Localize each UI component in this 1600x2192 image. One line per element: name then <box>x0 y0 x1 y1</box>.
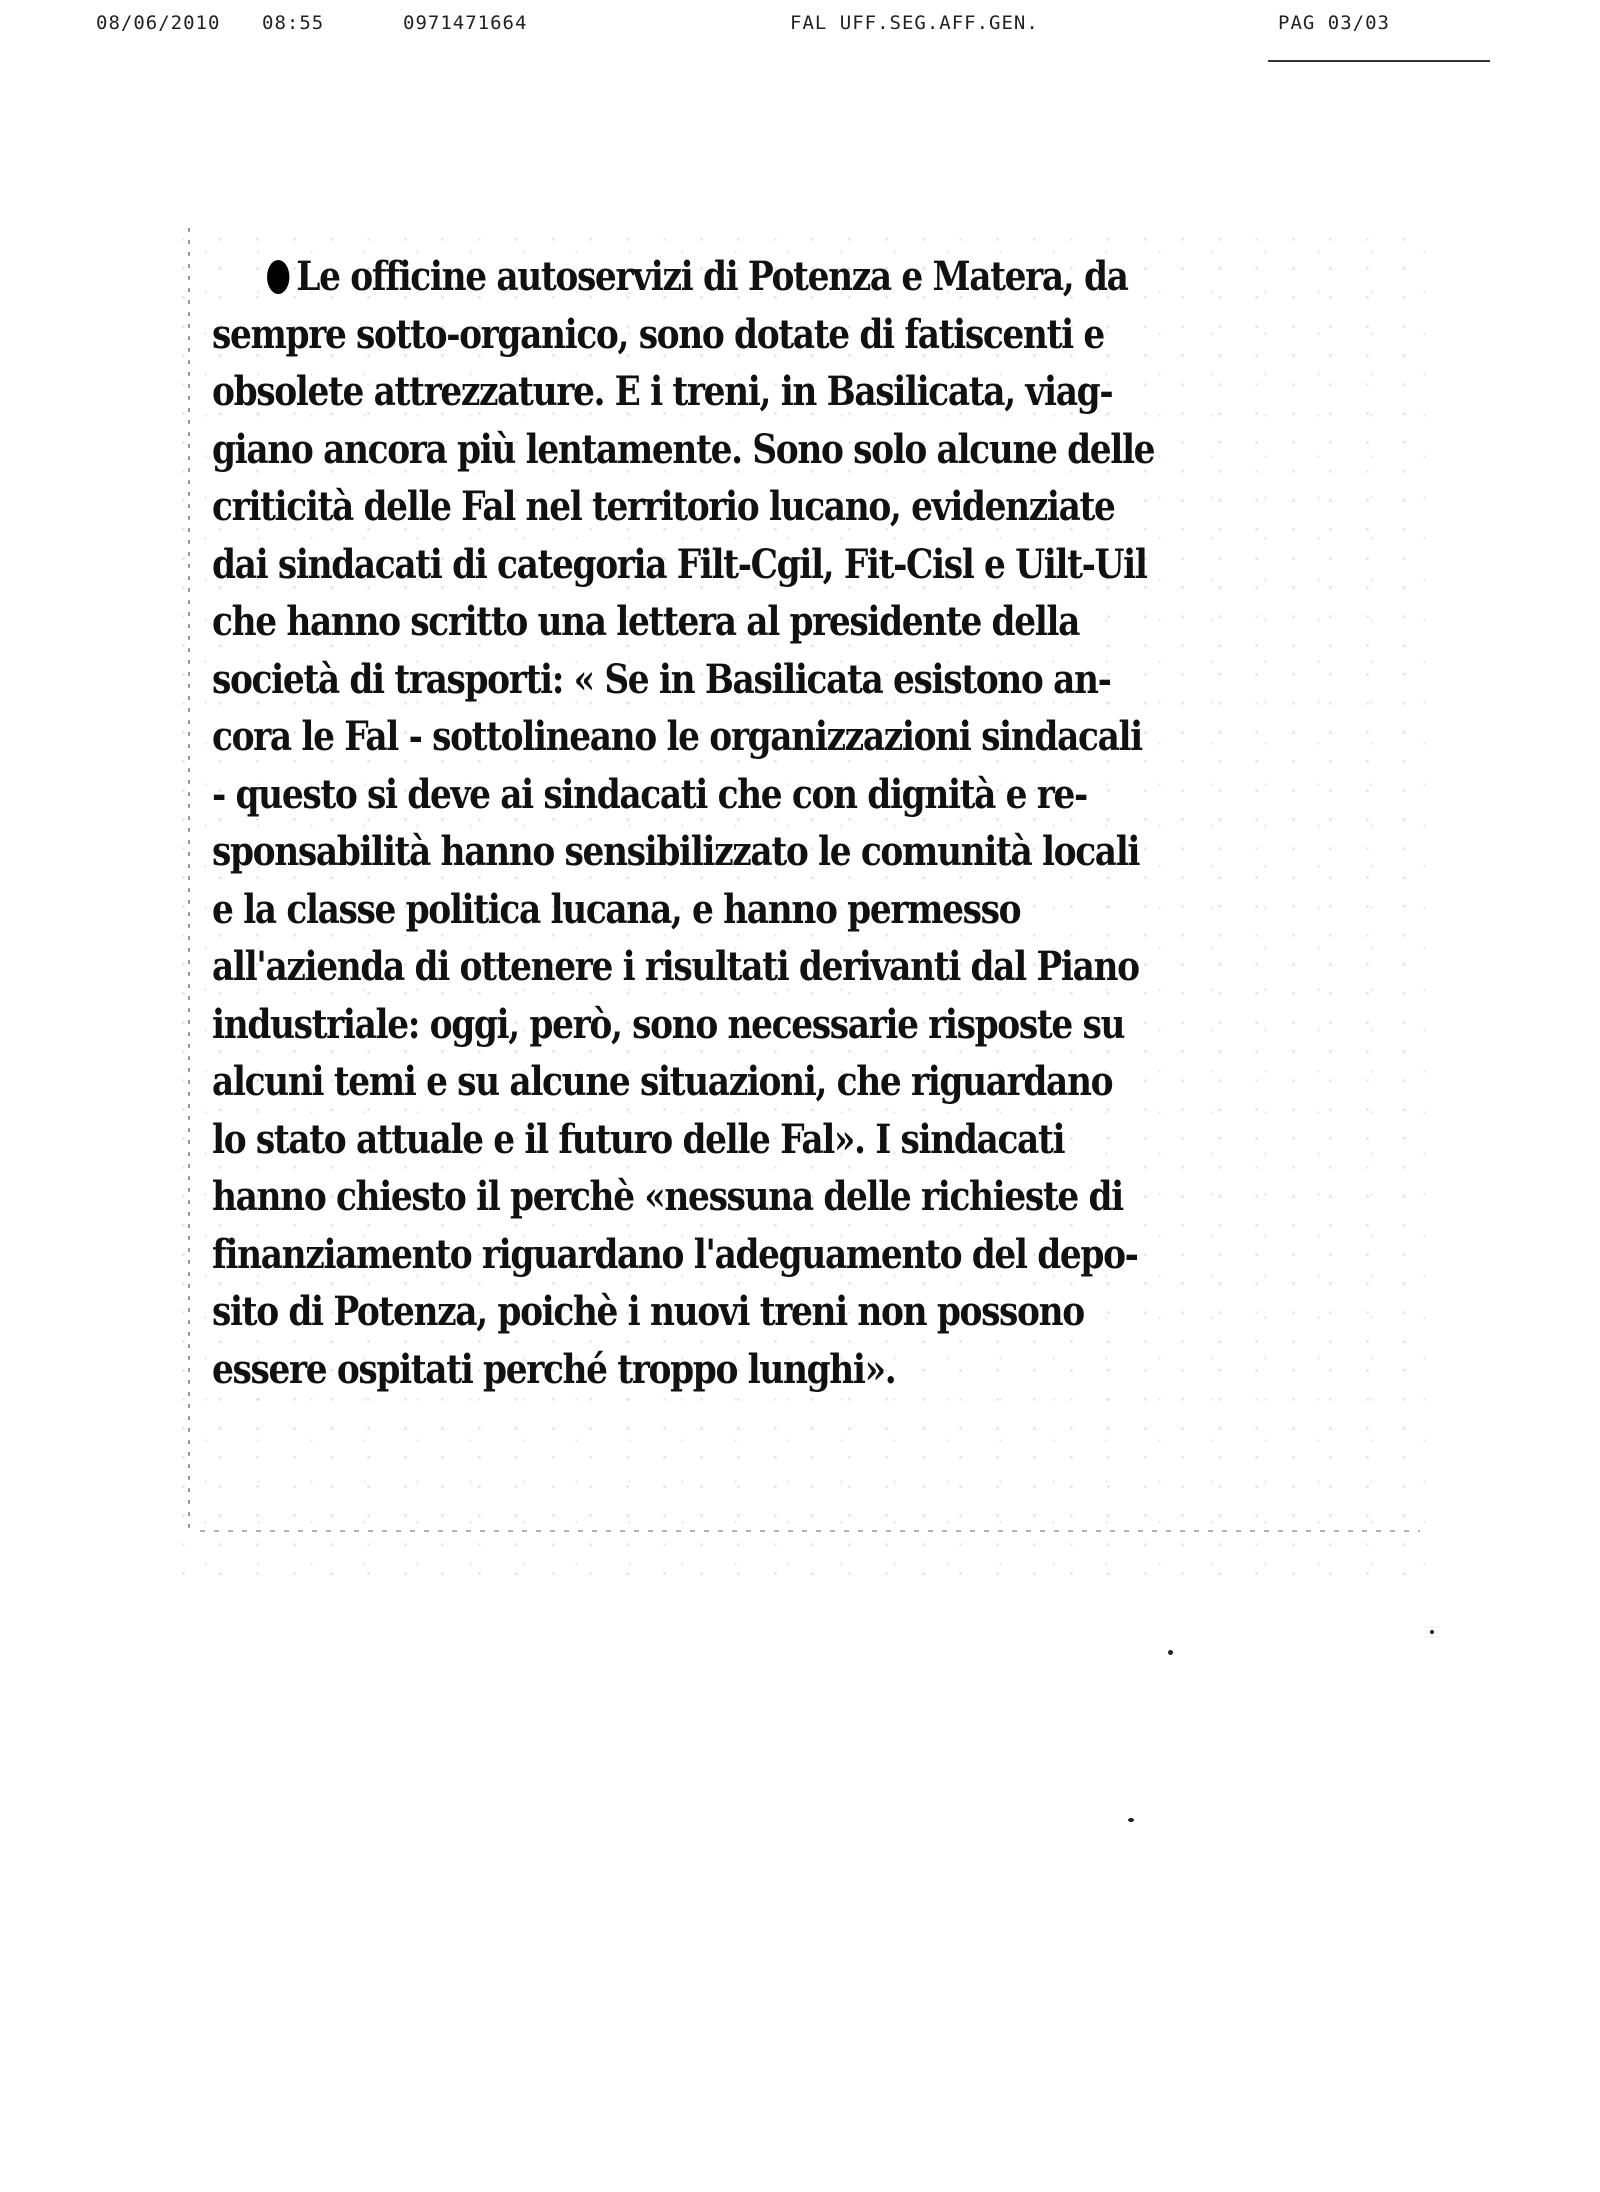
page-number-underline <box>1268 60 1490 62</box>
article-line: criticità delle Fal nel territorio lucano, evidenziate <box>212 483 1115 530</box>
newspaper-clipping <box>160 218 1440 1598</box>
scan-speck <box>1128 1818 1134 1822</box>
article-line: giano ancora più lentamente. Sono solo alcune delle <box>212 425 1155 473</box>
clipping-bottom-edge <box>200 1530 1420 1532</box>
fax-header <box>0 12 1600 52</box>
article-line: che hanno scritto una lettera al presidente della <box>212 598 1080 645</box>
scan-speck <box>1168 1650 1173 1655</box>
fax-sender: FAL UFF.SEG.AFF.GEN. <box>790 12 1039 34</box>
article-line: finanziamento riguardano l'adeguamento del depo- <box>212 1230 1138 1278</box>
fax-page-number: PAG 03/03 <box>1278 12 1390 34</box>
article-line: industriale: oggi, però, sono necessarie risposte su <box>212 1000 1125 1048</box>
fax-date: 08/06/2010 <box>96 12 221 34</box>
article-line: - questo si deve ai sindacati che con dignità e re- <box>212 770 1087 818</box>
article-body <box>212 248 1412 1398</box>
article-line: e la classe politica lucana, e hanno permesso <box>212 885 1021 933</box>
article-line: hanno chiesto il perchè «nessuna delle richieste di <box>212 1173 1123 1220</box>
scan-speck <box>1430 1630 1434 1634</box>
article-line: all'azienda di ottenere i risultati derivanti dal Piano <box>212 943 1139 990</box>
fax-phone-number: 0971471664 <box>403 12 528 34</box>
article-line: dai sindacati di categoria Filt-Cgil, Fit-Cisl e Uilt-Uil <box>212 540 1147 588</box>
fax-time: 08:55 <box>262 12 325 34</box>
article-line: essere ospitati perché troppo lunghi». <box>212 1345 896 1393</box>
article-line: alcuni temi e su alcune situazioni, che riguardano <box>212 1058 1113 1105</box>
article-line: società di trasporti: « Se in Basilicata esistono an- <box>212 655 1111 703</box>
bullet-icon <box>267 260 289 294</box>
article-line: cora le Fal - sottolineano le organizzazioni sindacali <box>212 713 1142 760</box>
article-line: sito di Potenza, poichè i nuovi treni non possono <box>212 1288 1084 1335</box>
clipping-left-edge <box>188 228 190 1528</box>
article-line: obsolete attrezzature. E i treni, in Basilicata, viag- <box>212 368 1113 415</box>
article-line: lo stato attuale e il futuro delle Fal». I sindacati <box>212 1115 1065 1163</box>
article-line: sponsabilità hanno sensibilizzato le comunità locali <box>212 828 1140 875</box>
article-line: sempre sotto-organico, sono dotate di fatiscenti e <box>212 310 1104 358</box>
article-line: Le officine autoservizi di Potenza e Matera, da <box>212 248 1244 306</box>
